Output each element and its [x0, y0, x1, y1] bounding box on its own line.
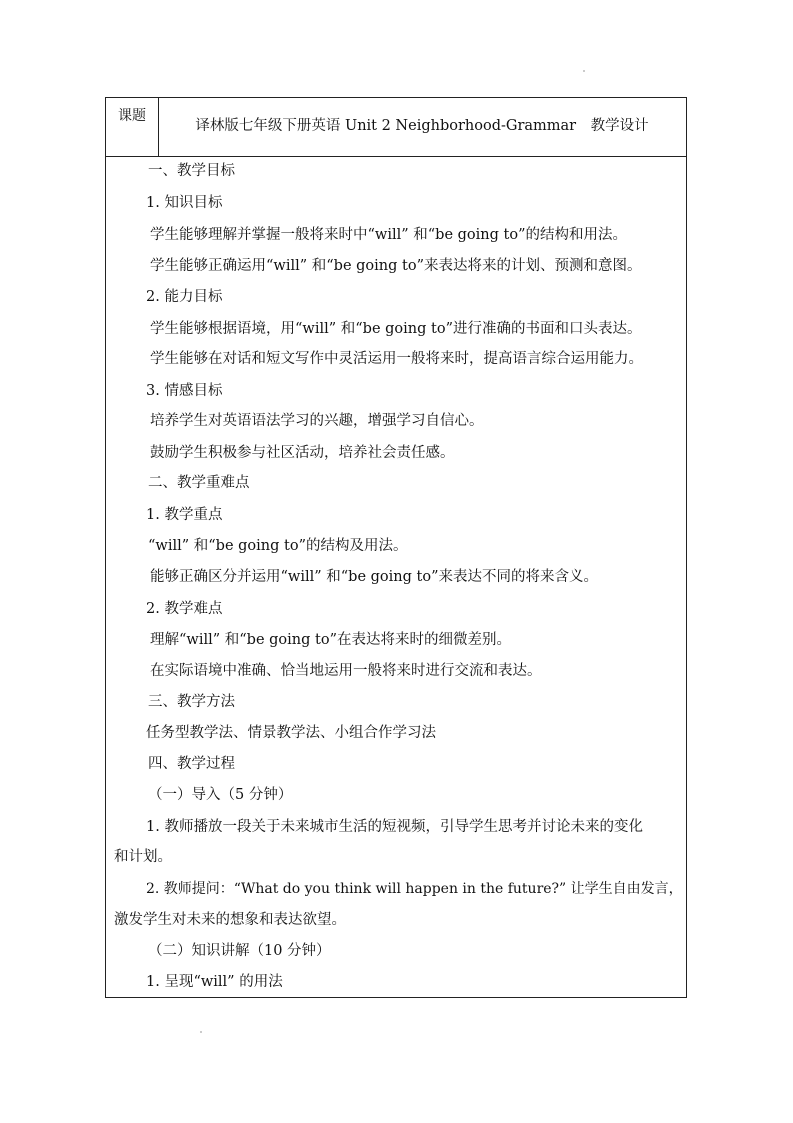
subheading-ability: 2. 能力目标 — [146, 289, 223, 305]
list-item: 能够正确区分并运用“will” 和“be going to”来表达不同的将来含义。 — [150, 569, 598, 585]
list-item: 学生能够正确运用“will” 和“be going to”来表达将来的计划、预测和意图。 — [150, 258, 642, 274]
list-item: 理解“will” 和“be going to”在表达将来时的细微差别。 — [150, 632, 511, 648]
list-item: 学生能够在对话和短文写作中灵活运用一般将来时，提高语言综合运用能力。 — [150, 351, 643, 367]
paragraph-line: 激发学生对未来的想象和表达欲望。 — [114, 912, 346, 928]
topic-label: 课题 — [118, 108, 146, 124]
paragraph-line: 1. 教师播放一段关于未来城市生活的短视频，引导学生思考并讨论未来的变化 — [146, 819, 643, 835]
paragraph-line: 和计划。 — [114, 849, 172, 865]
list-item: 学生能够理解并掌握一般将来时中“will” 和“be going to”的结构和用法。 — [150, 227, 627, 243]
subheading-focus: 1. 教学重点 — [146, 507, 223, 523]
section-heading-methods: 三、教学方法 — [148, 694, 235, 710]
lesson-content — [106, 156, 686, 997]
list-item: 鼓励学生积极参与社区活动，培养社会责任感。 — [150, 445, 455, 461]
topic-label-cell — [106, 98, 159, 156]
subheading-difficulty: 2. 教学难点 — [146, 601, 223, 617]
methods-text: 任务型教学法、情景教学法、小组合作学习法 — [146, 725, 436, 741]
table-header-row — [106, 98, 686, 157]
list-item: 培养学生对英语语法学习的兴趣，增强学习自信心。 — [150, 413, 484, 429]
subheading-knowledge: 1. 知识目标 — [146, 195, 223, 211]
list-item: “will” 和“be going to”的结构及用法。 — [148, 538, 408, 554]
list-item: 在实际语境中准确、恰当地运用一般将来时进行交流和表达。 — [150, 663, 542, 679]
section-heading-process: 四、教学过程 — [148, 756, 235, 772]
subheading-intro: （一）导入（5 分钟） — [148, 787, 293, 803]
lesson-plan-table — [105, 97, 687, 998]
subheading-emotion: 3. 情感目标 — [146, 383, 223, 399]
lesson-title: 译林版七年级下册英语 Unit 2 Neighborhood-Grammar 教学设计 — [195, 118, 649, 134]
section-heading-key-points: 二、教学重难点 — [148, 475, 250, 491]
corner-dot-top — [583, 70, 585, 72]
subheading-explain: （二）知识讲解（10 分钟） — [148, 943, 331, 959]
section-heading-objectives: 一、教学目标 — [148, 163, 235, 179]
corner-dot-bottom — [200, 1031, 202, 1033]
paragraph-line: 2. 教师提问：“What do you think will happen in the future?” 让学生自由发言， — [146, 881, 683, 897]
list-item: 学生能够根据语境，用“will” 和“be going to”进行准确的书面和口头表达。 — [150, 321, 642, 337]
paragraph-line: 1. 呈现“will” 的用法 — [146, 974, 283, 990]
